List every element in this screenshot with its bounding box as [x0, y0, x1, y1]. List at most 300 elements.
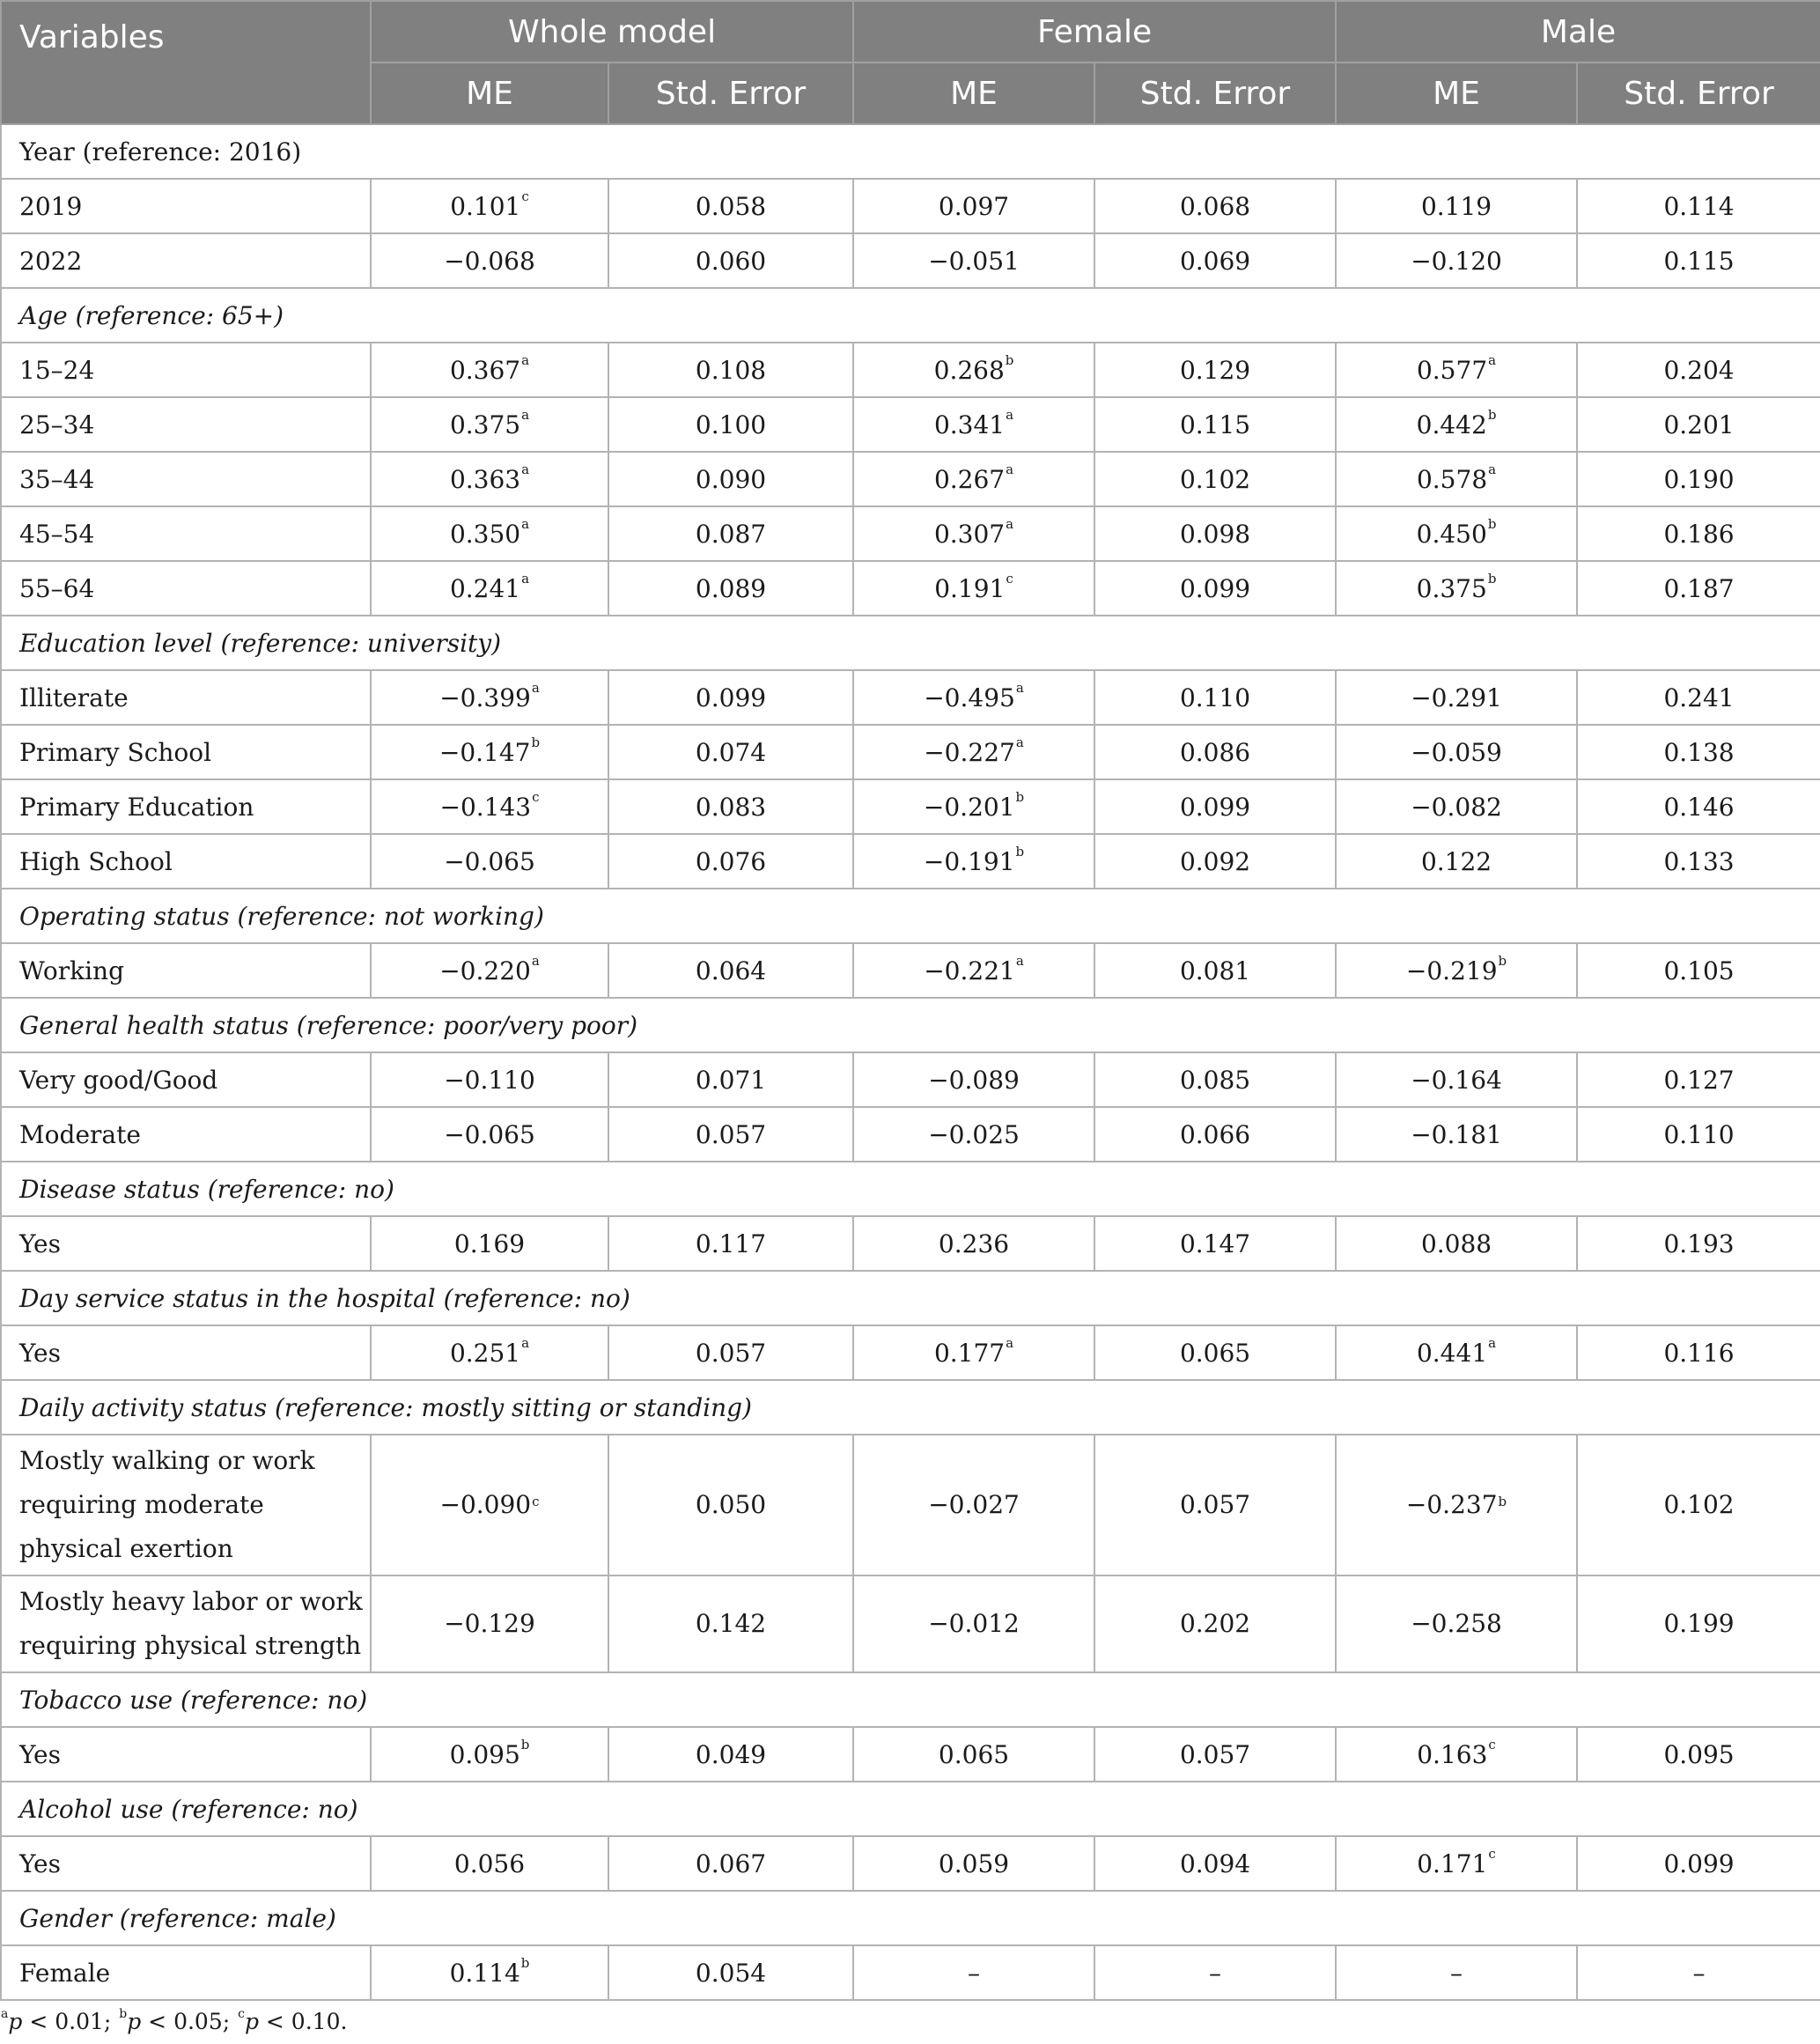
cell-value: 0.350 — [449, 519, 521, 549]
row-label: 45–54 — [1, 506, 371, 561]
section-label: Tobacco use (reference: no) — [1, 1672, 1820, 1727]
table-row — [1, 834, 1820, 889]
cell-value: 0.057 — [1179, 1490, 1251, 1519]
cell-value: 0.094 — [1179, 1848, 1251, 1878]
cell-value: 0.050 — [695, 1490, 767, 1519]
row-label: Mostly heavy labor or work requiring physical strength — [1, 1575, 371, 1672]
section-row — [1, 998, 1820, 1052]
cell-value: 0.367 — [449, 355, 521, 385]
cell-value: 0.127 — [1663, 1065, 1735, 1095]
cell-value: 0.169 — [453, 1229, 526, 1258]
cell-value: 0.060 — [695, 246, 767, 276]
significance-mark: c — [532, 788, 540, 805]
cell-value: 0.114 — [1663, 191, 1735, 221]
cell-value: – — [968, 1958, 981, 1988]
cell-value: 0.099 — [1179, 573, 1251, 603]
significance-mark: a — [1006, 1334, 1014, 1351]
significance-mark: b — [1487, 406, 1497, 423]
me-cell — [1336, 1575, 1577, 1672]
cell-value: 0.193 — [1663, 1229, 1735, 1258]
me-cell — [853, 233, 1094, 288]
me-cell — [371, 233, 608, 288]
cell-value: 0.057 — [1179, 1739, 1251, 1769]
significance-mark: a — [1015, 734, 1024, 750]
cell-value: 0.099 — [1179, 792, 1251, 822]
row-label: Mostly walking or work requiring moderate physical exertion — [1, 1435, 371, 1575]
std-error-cell — [608, 1575, 853, 1672]
cell-value: 0.099 — [1663, 1848, 1735, 1878]
me-cell — [853, 943, 1094, 998]
me-cell — [1336, 452, 1577, 506]
cell-value: −0.237 — [1405, 1490, 1498, 1519]
cell-value: 0.057 — [695, 1338, 767, 1368]
std-error-cell — [1577, 452, 1820, 506]
cell-value: 0.115 — [1179, 410, 1251, 439]
cell-value: 0.236 — [938, 1229, 1010, 1258]
cell-value: 0.071 — [695, 1065, 767, 1095]
std-error-cell — [1577, 506, 1820, 561]
me-cell — [853, 1836, 1094, 1891]
std-error-cell — [608, 1727, 853, 1782]
std-error-cell — [608, 343, 853, 397]
subheader-me: ME — [371, 63, 608, 124]
std-error-cell — [1094, 1945, 1336, 2000]
table-row — [1, 179, 1820, 233]
me-cell — [853, 1107, 1094, 1162]
significance-mark: a — [521, 515, 530, 532]
std-error-cell — [1094, 834, 1336, 889]
std-error-cell — [1094, 506, 1336, 561]
me-cell — [371, 179, 608, 233]
me-cell — [371, 1727, 608, 1782]
significance-mark: c — [1488, 1736, 1496, 1753]
me-cell — [853, 1216, 1094, 1271]
row-label: Yes — [1, 1727, 371, 1782]
cell-value: −0.129 — [444, 1609, 535, 1638]
cell-value: 0.578 — [1416, 464, 1488, 494]
me-cell — [1336, 834, 1577, 889]
std-error-cell — [1094, 725, 1336, 779]
significance-mark: c — [532, 1494, 540, 1509]
cell-value: −0.227 — [924, 737, 1015, 767]
table-row — [1, 1325, 1820, 1380]
table-row — [1, 452, 1820, 506]
cell-value: 0.108 — [695, 355, 767, 385]
significance-mark: a — [1006, 406, 1014, 423]
cell-value: −0.495 — [924, 683, 1015, 712]
cell-value: – — [1692, 1958, 1706, 1988]
std-error-cell — [608, 1107, 853, 1162]
cell-value: 0.089 — [695, 573, 767, 603]
footnote-p: p — [8, 2009, 23, 2034]
significance-mark: b — [520, 1954, 530, 1971]
std-error-cell — [1094, 1435, 1336, 1575]
section-row — [1, 1380, 1820, 1435]
cell-value: 0.097 — [938, 191, 1010, 221]
cell-value: −0.220 — [439, 956, 531, 985]
table-row — [1, 1107, 1820, 1162]
std-error-cell — [1094, 179, 1336, 233]
cell-value: 0.105 — [1663, 956, 1735, 985]
significance-mark: b — [1498, 952, 1507, 969]
significance-mark: a — [1006, 461, 1014, 477]
std-error-cell — [1094, 1107, 1336, 1162]
std-error-cell — [1577, 561, 1820, 616]
cell-value: −0.291 — [1411, 683, 1502, 712]
me-cell — [853, 1575, 1094, 1672]
std-error-cell — [608, 506, 853, 561]
cell-value: – — [1209, 1958, 1222, 1988]
cell-value: 0.307 — [933, 519, 1006, 549]
std-error-cell — [1577, 1435, 1820, 1575]
significance-mark: b — [1487, 570, 1497, 587]
me-cell — [853, 834, 1094, 889]
cell-value: 0.085 — [1179, 1065, 1251, 1095]
cell-value: 0.341 — [933, 410, 1006, 439]
cell-value: −0.201 — [923, 792, 1015, 822]
row-label: Working — [1, 943, 371, 998]
std-error-cell — [1577, 233, 1820, 288]
cell-value: 0.095 — [1663, 1739, 1735, 1769]
cell-value: 0.099 — [695, 683, 767, 712]
std-error-cell — [1577, 670, 1820, 725]
cell-value: 0.076 — [695, 846, 767, 876]
std-error-cell — [1094, 233, 1336, 288]
std-error-cell — [1094, 397, 1336, 452]
std-error-cell — [1577, 397, 1820, 452]
cell-value: −0.065 — [444, 846, 535, 876]
row-label: Illiterate — [1, 670, 371, 725]
me-cell — [1336, 943, 1577, 998]
cell-value: 0.098 — [1179, 519, 1251, 549]
cell-value: 0.057 — [695, 1119, 767, 1149]
cell-value: 0.267 — [933, 464, 1006, 494]
cell-value: 0.442 — [1416, 410, 1487, 439]
me-cell — [853, 1052, 1094, 1107]
cell-value: 0.066 — [1179, 1119, 1251, 1149]
std-error-cell — [1577, 1727, 1820, 1782]
footnote-threshold: < 0.10. — [258, 2009, 348, 2034]
cell-value: 0.129 — [1179, 355, 1251, 385]
me-cell — [1336, 179, 1577, 233]
cell-value: 0.441 — [1416, 1338, 1488, 1368]
significance-mark: a — [531, 952, 540, 969]
std-error-cell — [1577, 1325, 1820, 1380]
std-error-cell — [1094, 1575, 1336, 1672]
cell-value: 0.375 — [449, 410, 521, 439]
cell-value: −0.012 — [928, 1609, 1020, 1638]
std-error-cell — [1577, 343, 1820, 397]
significance-mark: b — [531, 734, 541, 750]
significance-mark: b — [1005, 351, 1014, 368]
std-error-cell — [1577, 1107, 1820, 1162]
me-cell — [853, 506, 1094, 561]
me-cell — [371, 1575, 608, 1672]
std-error-cell — [608, 1945, 853, 2000]
cell-value: 0.087 — [695, 519, 767, 549]
cell-value: 0.241 — [1663, 683, 1735, 712]
significance-mark: a — [521, 1334, 530, 1351]
std-error-cell — [1577, 779, 1820, 834]
cell-value: 0.068 — [1179, 191, 1251, 221]
std-error-cell — [1577, 1575, 1820, 1672]
significance-mark: b — [1015, 788, 1025, 805]
section-label: Alcohol use (reference: no) — [1, 1782, 1820, 1836]
cell-value: −0.025 — [928, 1119, 1020, 1149]
section-label: Day service status in the hospital (reference: no) — [1, 1271, 1820, 1325]
cell-value: −0.258 — [1411, 1609, 1502, 1638]
significance-mark: b — [1498, 1494, 1507, 1509]
table-row — [1, 343, 1820, 397]
std-error-cell — [1577, 943, 1820, 998]
table-row — [1, 1052, 1820, 1107]
row-label: 55–64 — [1, 561, 371, 616]
cell-value: 0.204 — [1663, 355, 1735, 385]
significance-mark: c — [1006, 570, 1013, 587]
table-row — [1, 1836, 1820, 1891]
me-cell — [371, 1052, 608, 1107]
std-error-cell — [1094, 1052, 1336, 1107]
me-cell — [371, 1836, 608, 1891]
std-error-cell — [608, 725, 853, 779]
me-cell — [1336, 233, 1577, 288]
subheader-std-error: Std. Error — [608, 63, 853, 124]
cell-value: 0.110 — [1179, 683, 1251, 712]
cell-value: −0.164 — [1411, 1065, 1502, 1095]
cell-value: 0.186 — [1663, 519, 1735, 549]
std-error-cell — [1094, 779, 1336, 834]
cell-value: 0.086 — [1179, 737, 1251, 767]
cell-value: 0.102 — [1179, 464, 1251, 494]
cell-value: 0.117 — [695, 1229, 767, 1258]
cell-value: −0.089 — [928, 1065, 1020, 1095]
cell-value: 0.191 — [934, 573, 1006, 603]
cell-value: 0.058 — [695, 191, 767, 221]
std-error-cell — [608, 1216, 853, 1271]
me-cell — [1336, 670, 1577, 725]
cell-value: −0.221 — [924, 956, 1015, 985]
table-row — [1, 1945, 1820, 2000]
cell-value: 0.375 — [1416, 573, 1487, 603]
me-cell — [371, 943, 608, 998]
me-cell — [1336, 1107, 1577, 1162]
cell-value: 0.177 — [933, 1338, 1006, 1368]
footnote-p: p — [127, 2009, 142, 2034]
std-error-cell — [1094, 452, 1336, 506]
cell-value: 0.241 — [449, 573, 521, 603]
footnote-threshold: < 0.05; — [141, 2009, 238, 2034]
significance-mark: b — [1487, 515, 1497, 532]
table-header — [1, 1, 1820, 124]
cell-value: 0.171 — [1417, 1848, 1488, 1878]
significance-mark: a — [531, 679, 540, 696]
std-error-cell — [1094, 943, 1336, 998]
row-label: Very good/Good — [1, 1052, 371, 1107]
footnote-mark: b — [119, 2007, 128, 2021]
significance-mark: a — [1015, 952, 1024, 969]
row-label: High School — [1, 834, 371, 889]
cell-value: −0.068 — [444, 246, 535, 276]
table-row — [1, 233, 1820, 288]
cell-value: 0.187 — [1663, 573, 1735, 603]
group-header-female: Female — [853, 1, 1336, 63]
row-label: 2019 — [1, 179, 371, 233]
me-cell — [1336, 1052, 1577, 1107]
section-label: Gender (reference: male) — [1, 1891, 1820, 1945]
section-row — [1, 1162, 1820, 1216]
cell-value: 0.201 — [1663, 410, 1735, 439]
me-cell — [371, 834, 608, 889]
std-error-cell — [1577, 1945, 1820, 2000]
significance-mark: c — [521, 188, 529, 204]
cell-value: −0.399 — [439, 683, 531, 712]
std-error-cell — [608, 397, 853, 452]
footnote-p: p — [244, 2009, 259, 2034]
std-error-cell — [1094, 670, 1336, 725]
std-error-cell — [608, 834, 853, 889]
me-cell — [853, 1945, 1094, 2000]
cell-value: −0.090 — [439, 1490, 532, 1519]
cell-value: 0.101 — [450, 191, 521, 221]
table-row — [1, 779, 1820, 834]
footnote — [0, 2009, 347, 2034]
significance-mark: c — [1488, 1845, 1496, 1862]
cell-value: 0.146 — [1663, 792, 1735, 822]
cell-value: 0.092 — [1179, 846, 1251, 876]
cell-value: 0.083 — [695, 792, 767, 822]
me-cell — [371, 1216, 608, 1271]
cell-value: – — [1450, 1958, 1463, 1988]
table-row — [1, 397, 1820, 452]
me-cell — [371, 452, 608, 506]
subheader-std-error: Std. Error — [1094, 63, 1336, 124]
std-error-cell — [1094, 1325, 1336, 1380]
me-cell — [1336, 1325, 1577, 1380]
cell-value: 0.147 — [1179, 1229, 1251, 1258]
cell-value: 0.065 — [938, 1739, 1010, 1769]
cell-value: 0.069 — [1179, 246, 1251, 276]
me-cell — [853, 452, 1094, 506]
footnote-threshold: < 0.01; — [22, 2009, 119, 2034]
me-cell — [371, 1945, 608, 2000]
cell-value: 0.049 — [695, 1739, 767, 1769]
std-error-cell — [1577, 1052, 1820, 1107]
subheader-me: ME — [1336, 63, 1577, 124]
me-cell — [853, 670, 1094, 725]
me-cell — [853, 1435, 1094, 1575]
table-row — [1, 670, 1820, 725]
section-label: Year (reference: 2016) — [1, 124, 1820, 179]
table-row — [1, 1216, 1820, 1271]
row-label: Female — [1, 1945, 371, 2000]
cell-value: −0.082 — [1411, 792, 1502, 822]
table-row — [1, 943, 1820, 998]
me-cell — [1336, 1727, 1577, 1782]
me-cell — [853, 397, 1094, 452]
cell-value: 0.163 — [1417, 1739, 1488, 1769]
cell-value: −0.219 — [1405, 956, 1498, 985]
std-error-cell — [1577, 834, 1820, 889]
me-cell — [371, 779, 608, 834]
me-cell — [371, 1325, 608, 1380]
section-label: Education level (reference: university) — [1, 616, 1820, 670]
cell-value: 0.056 — [453, 1848, 526, 1878]
footnote-mark: c — [238, 2007, 245, 2021]
cell-value: 0.119 — [1420, 191, 1492, 221]
row-label: Primary School — [1, 725, 371, 779]
me-cell — [1336, 397, 1577, 452]
std-error-cell — [1094, 1727, 1336, 1782]
row-label: Yes — [1, 1216, 371, 1271]
cell-value: 0.199 — [1663, 1609, 1735, 1638]
variables-header: Variables — [1, 1, 371, 124]
significance-mark: a — [521, 351, 530, 368]
std-error-cell — [608, 1052, 853, 1107]
significance-mark: a — [1488, 461, 1497, 477]
me-cell — [371, 1435, 608, 1575]
table-row — [1, 561, 1820, 616]
cell-value: 0.100 — [695, 410, 767, 439]
cell-value: 0.115 — [1663, 246, 1735, 276]
table-body — [1, 124, 1820, 2000]
cell-value: 0.090 — [695, 464, 767, 494]
std-error-cell — [1577, 179, 1820, 233]
me-cell — [371, 725, 608, 779]
me-cell — [1336, 343, 1577, 397]
std-error-cell — [608, 1836, 853, 1891]
std-error-cell — [1577, 1836, 1820, 1891]
me-cell — [371, 670, 608, 725]
significance-mark: a — [1015, 679, 1024, 696]
cell-value: 0.095 — [449, 1739, 520, 1769]
cell-value: −0.110 — [444, 1065, 535, 1095]
cell-value: 0.114 — [449, 1958, 520, 1988]
cell-value: 0.102 — [1663, 1490, 1735, 1519]
table-row — [1, 1435, 1820, 1575]
me-cell — [371, 1107, 608, 1162]
significance-mark: a — [521, 570, 530, 587]
me-cell — [1336, 561, 1577, 616]
std-error-cell — [1094, 343, 1336, 397]
significance-mark: b — [520, 1736, 530, 1753]
row-label: 2022 — [1, 233, 371, 288]
group-header-whole-model: Whole model — [371, 1, 853, 63]
significance-mark: a — [1006, 515, 1014, 532]
cell-value: 0.054 — [695, 1958, 767, 1988]
section-row — [1, 1891, 1820, 1945]
significance-mark: a — [1488, 351, 1497, 368]
significance-mark: a — [1488, 1334, 1497, 1351]
std-error-cell — [1577, 1216, 1820, 1271]
cell-value: 0.138 — [1663, 737, 1735, 767]
me-cell — [371, 506, 608, 561]
cell-value: 0.074 — [695, 737, 767, 767]
cell-value: 0.088 — [1420, 1229, 1492, 1258]
me-cell — [1336, 725, 1577, 779]
me-cell — [1336, 506, 1577, 561]
cell-value: −0.065 — [444, 1119, 535, 1149]
me-cell — [853, 1727, 1094, 1782]
table-row — [1, 725, 1820, 779]
significance-mark: a — [521, 461, 530, 477]
me-cell — [853, 343, 1094, 397]
footnote-mark: a — [1, 2007, 9, 2021]
std-error-cell — [608, 179, 853, 233]
cell-value: −0.143 — [439, 792, 532, 822]
cell-value: 0.142 — [695, 1609, 767, 1638]
subheader-std-error: Std. Error — [1577, 63, 1820, 124]
cell-value: 0.133 — [1663, 846, 1735, 876]
